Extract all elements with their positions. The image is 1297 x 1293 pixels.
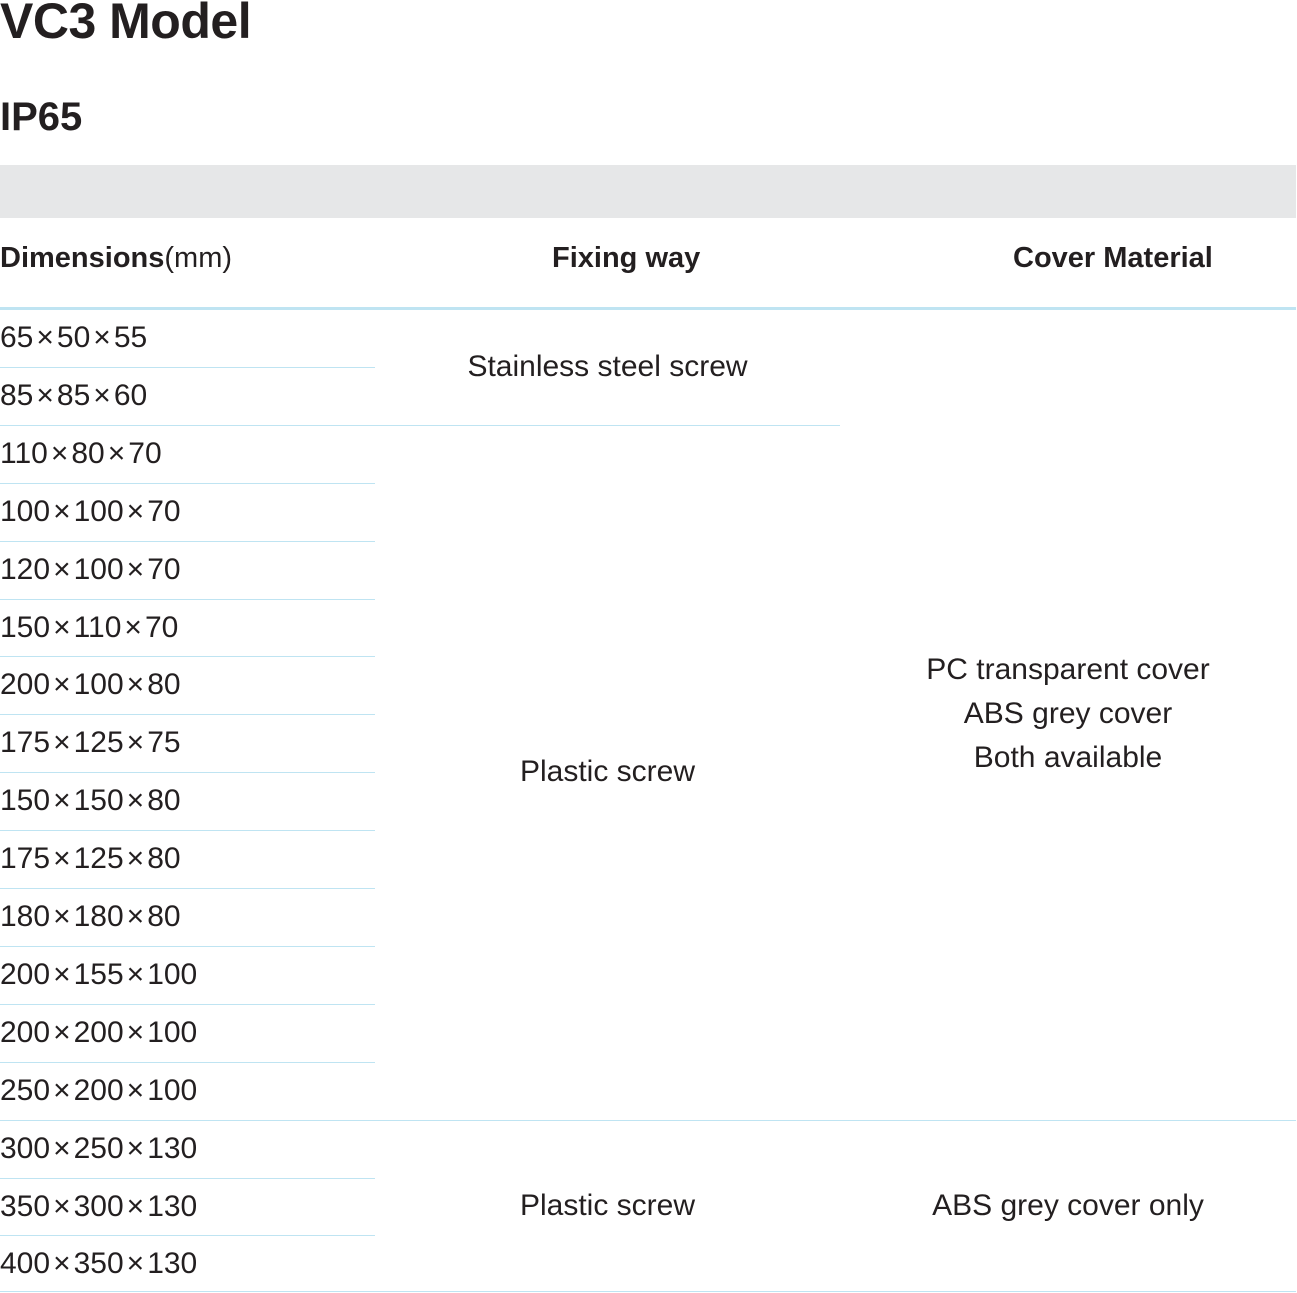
dimension-cell — [0, 367, 375, 425]
column-header-dimensions — [0, 242, 232, 275]
cover-material-text — [932, 1184, 1204, 1228]
times-sign: × — [53, 842, 71, 876]
dimension-cell — [0, 830, 375, 888]
dimension-value: 200 — [0, 1015, 51, 1049]
header-band — [0, 165, 1296, 218]
dimension-cell — [0, 425, 375, 483]
dimension-value: 55 — [113, 321, 148, 354]
times-sign: × — [126, 900, 145, 933]
dimension-value: 100 — [0, 494, 51, 528]
dimension-value: 75 — [147, 726, 181, 760]
dimension-cell — [0, 1004, 375, 1062]
dimension-cell — [0, 599, 375, 657]
fixing-way-label: Plastic screw — [519, 755, 696, 789]
times-sign: × — [53, 726, 71, 760]
times-sign: × — [107, 436, 126, 470]
dimension-value: 70 — [144, 610, 179, 644]
times-sign: × — [126, 1015, 145, 1049]
dimension-value: 100 — [147, 1015, 198, 1049]
dimension-cell — [0, 888, 375, 946]
dimension-value: 150 — [0, 784, 51, 818]
dimension-value: 100 — [147, 957, 198, 991]
fixing-way-label: Plastic screw — [519, 1189, 696, 1223]
cover-material-text — [926, 648, 1209, 780]
cover-material-line: Both available — [973, 741, 1163, 775]
dimension-value: 110 — [0, 436, 48, 470]
cover-material-cell — [840, 1120, 1296, 1293]
fixing-way-label: Stainless steel screw — [467, 349, 748, 383]
dimension-cell — [0, 309, 375, 367]
times-sign: × — [53, 610, 71, 644]
table-bottom-rule — [0, 1291, 1296, 1292]
dimension-cell — [0, 483, 375, 541]
page-title: VC3 Model — [0, 0, 252, 49]
dimension-value: 110 — [73, 610, 122, 644]
dimension-value: 300 — [73, 1189, 124, 1223]
dimension-value: 70 — [128, 436, 162, 470]
dimension-value: 130 — [147, 1247, 198, 1281]
dimension-cell — [0, 714, 375, 772]
times-sign: × — [53, 1073, 71, 1107]
dimension-cell — [0, 656, 375, 714]
times-sign: × — [53, 494, 71, 528]
column-header-fixing-way: Fixing way — [552, 242, 701, 274]
dimension-cell — [0, 772, 375, 830]
dimension-value: 300 — [0, 1131, 51, 1165]
dimension-value: 200 — [0, 957, 51, 991]
dimension-value: 180 — [73, 900, 124, 933]
dimension-cell — [0, 1120, 375, 1178]
dimension-value: 70 — [147, 552, 181, 586]
times-sign: × — [50, 436, 69, 470]
dimensions-header-unit: (mm) — [164, 242, 233, 274]
dimension-value: 130 — [147, 1189, 198, 1223]
dimension-value: 80 — [71, 436, 105, 470]
cover-material-cell — [840, 309, 1296, 1120]
times-sign: × — [126, 494, 145, 528]
dimension-value: 200 — [73, 1073, 124, 1107]
times-sign: × — [126, 1189, 145, 1223]
times-sign: × — [126, 1247, 145, 1281]
dimension-value: 85 — [56, 378, 91, 412]
times-sign: × — [126, 957, 145, 991]
dimension-value: 60 — [113, 378, 148, 412]
dimension-value: 80 — [147, 900, 181, 933]
dimensions-header-label: Dimensions — [0, 242, 165, 274]
dimension-value: 180 — [0, 900, 51, 933]
dimension-value: 80 — [147, 784, 181, 818]
fixing-way-cell — [375, 425, 840, 1120]
times-sign: × — [53, 1247, 71, 1281]
times-sign: × — [93, 321, 111, 354]
dimension-value: 70 — [147, 494, 181, 528]
rating-subtitle: IP65 — [0, 95, 83, 139]
dimension-value: 100 — [73, 552, 124, 586]
dimension-cell — [0, 541, 375, 599]
dimension-value: 175 — [0, 842, 51, 876]
times-sign: × — [126, 552, 145, 586]
dimension-cell — [0, 1062, 375, 1120]
dimension-value: 350 — [73, 1247, 124, 1281]
dimension-value: 100 — [147, 1073, 198, 1107]
dimension-value: 250 — [0, 1073, 51, 1107]
dimension-value: 50 — [56, 321, 91, 354]
dimension-value: 200 — [0, 668, 51, 702]
dimension-value: 150 — [0, 610, 51, 644]
cover-material-line: ABS grey cover — [963, 697, 1173, 731]
fixing-way-cell — [375, 1120, 840, 1293]
times-sign: × — [53, 900, 71, 933]
times-sign: × — [53, 668, 71, 702]
dimension-value: 150 — [73, 784, 124, 818]
dimension-value: 100 — [73, 668, 124, 702]
dimension-value: 125 — [73, 842, 124, 876]
fixing-way-cell — [375, 309, 840, 425]
dimension-value: 65 — [0, 321, 34, 354]
times-sign: × — [53, 1189, 71, 1223]
dimension-value: 80 — [147, 842, 181, 876]
times-sign: × — [53, 552, 71, 586]
times-sign: × — [53, 784, 71, 818]
dimension-value: 350 — [0, 1189, 51, 1223]
dimension-value: 125 — [73, 726, 124, 760]
dimension-value: 155 — [73, 957, 124, 991]
dimension-value: 100 — [73, 494, 124, 528]
times-sign: × — [53, 1015, 71, 1049]
dimension-value: 130 — [147, 1131, 198, 1165]
times-sign: × — [126, 1131, 145, 1165]
dimension-value: 80 — [147, 668, 181, 702]
column-header-cover-material: Cover Material — [1013, 242, 1213, 274]
times-sign: × — [53, 957, 71, 991]
dimension-value: 120 — [0, 552, 51, 586]
times-sign: × — [124, 610, 142, 644]
times-sign: × — [126, 784, 145, 818]
times-sign: × — [126, 726, 145, 760]
dimension-cell — [0, 1178, 375, 1236]
dimension-value: 175 — [0, 726, 51, 760]
times-sign: × — [126, 668, 145, 702]
times-sign: × — [36, 378, 54, 412]
times-sign: × — [126, 1073, 145, 1107]
times-sign: × — [93, 378, 111, 412]
cover-material-line: ABS grey cover only — [932, 1189, 1204, 1223]
dimension-value: 200 — [73, 1015, 124, 1049]
times-sign: × — [53, 1131, 71, 1165]
dimension-cell — [0, 946, 375, 1004]
times-sign: × — [36, 321, 54, 354]
times-sign: × — [126, 842, 145, 876]
dimension-value: 250 — [73, 1131, 124, 1165]
cover-material-line: PC transparent cover — [926, 653, 1210, 687]
dimension-value: 85 — [0, 378, 34, 412]
dimension-cell — [0, 1235, 375, 1293]
dimension-value: 400 — [0, 1247, 51, 1281]
